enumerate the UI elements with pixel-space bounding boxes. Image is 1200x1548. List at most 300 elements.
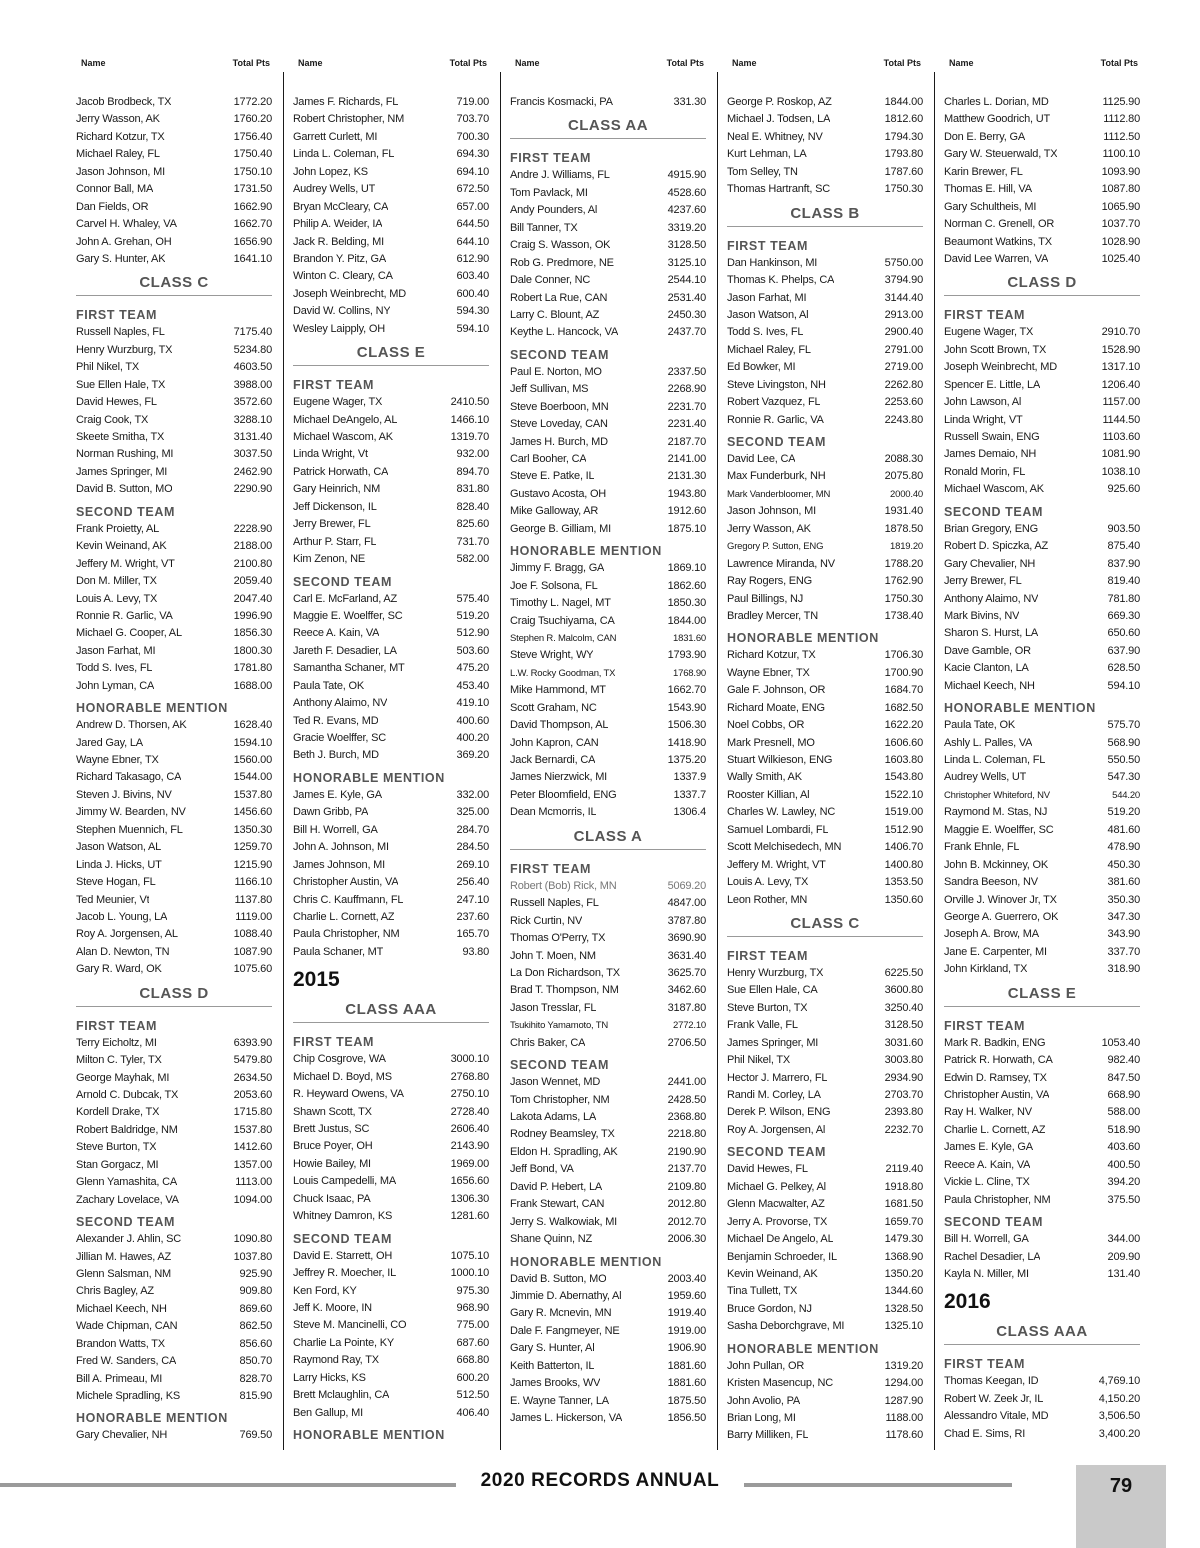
total-points: 1075.60: [233, 963, 272, 976]
total-points: 1750.30: [884, 183, 923, 196]
competitor-name: Ken Ford, KY: [293, 1284, 357, 1297]
competitor-name: George Mayhak, MI: [76, 1071, 170, 1084]
competitor-name: Frank Stewart, CAN: [510, 1198, 605, 1211]
competitor-name: Audrey Wells, UT: [293, 183, 376, 196]
competitor-name: Russell Naples, FL: [510, 897, 599, 910]
competitor-name: Michael J. Todsen, LA: [727, 113, 831, 126]
column-header: [293, 58, 489, 74]
team-heading: FIRST TEAM: [293, 378, 374, 393]
total-points: 2290.90: [233, 483, 272, 496]
total-points: 1850.30: [667, 597, 706, 610]
competitor-name: Chris Baker, CA: [510, 1036, 586, 1049]
record-row: [76, 556, 272, 573]
record-row: [510, 1410, 706, 1427]
competitor-name: Mark Bivins, NV: [944, 609, 1020, 622]
competitor-name: Mark Vanderbloomer, MN: [727, 488, 831, 500]
total-points: 1881.60: [667, 1359, 706, 1372]
competitor-name: Kayla N. Miller, MI: [944, 1267, 1029, 1280]
record-row: [76, 752, 272, 769]
record-row: [944, 678, 1140, 695]
competitor-name: Steve Loveday, CAN: [510, 418, 608, 431]
record-row: [510, 913, 706, 930]
record-row: [510, 1196, 706, 1213]
competitor-name: John B. Mckinney, OK: [944, 858, 1049, 871]
header-name: Name: [298, 58, 323, 68]
record-row: [510, 930, 706, 947]
record-row: [293, 199, 489, 216]
total-points: 2462.90: [233, 465, 272, 478]
competitor-name: Bryan McCleary, CA: [293, 200, 389, 213]
total-points: 909.80: [239, 1285, 272, 1298]
record-row: [510, 503, 706, 520]
competitor-name: Vickie L. Cline, TX: [944, 1176, 1030, 1189]
record-row: [76, 234, 272, 251]
record-row: [293, 412, 489, 429]
total-points: 1793.80: [884, 148, 923, 161]
competitor-name: R. Heyward Owens, VA: [293, 1088, 404, 1101]
year-heading: 2015: [293, 968, 340, 992]
total-points: 5069.20: [667, 879, 706, 892]
record-row: [293, 1173, 489, 1190]
record-row: [76, 129, 272, 146]
year-heading: 2016: [944, 1290, 991, 1314]
record-row: [293, 534, 489, 551]
competitor-name: Christopher Whiteford, NV: [944, 789, 1050, 801]
competitor-name: Kevin Weinand, AK: [76, 540, 167, 553]
total-points: 3128.50: [667, 239, 706, 252]
competitor-name: Frank Proietty, AL: [76, 522, 160, 535]
competitor-name: Charles L. Dorian, MD: [944, 96, 1049, 108]
competitor-name: Gary S. Hunter, AK: [76, 252, 166, 265]
record-row: [944, 1035, 1140, 1052]
total-points: 2268.90: [667, 383, 706, 396]
class-heading: CLASS AAA: [293, 995, 489, 1023]
competitor-name: E. Wayne Tanner, LA: [510, 1394, 609, 1407]
record-row: [510, 1074, 706, 1091]
total-points: 1738.40: [884, 609, 923, 622]
header-name: Name: [515, 58, 540, 68]
team-heading: FIRST TEAM: [510, 861, 591, 876]
record-row: [727, 1283, 923, 1300]
record-row: [293, 747, 489, 764]
record-row: [727, 591, 923, 608]
total-points: 5234.80: [233, 343, 272, 356]
footer-rule-left: [0, 1483, 456, 1487]
header-name: Name: [81, 58, 106, 68]
competitor-name: Gregory P. Sutton, ENG: [727, 541, 824, 553]
record-row: [944, 857, 1140, 874]
record-row: [293, 516, 489, 533]
total-points: 1819.20: [890, 541, 923, 553]
record-row: [76, 538, 272, 555]
total-points: 703.70: [456, 113, 489, 126]
record-row: [76, 164, 272, 181]
record-row: [510, 717, 706, 734]
total-points: 1844.00: [884, 96, 923, 108]
team-heading: FIRST TEAM: [727, 238, 808, 253]
record-row: [293, 1138, 489, 1155]
total-points: 2232.70: [884, 1123, 923, 1136]
competitor-name: Chad E. Sims, RI: [944, 1427, 1026, 1440]
record-row: [510, 752, 706, 769]
competitor-name: Joseph A. Brow, MA: [944, 928, 1039, 941]
total-points: 1456.60: [233, 806, 272, 819]
record-row: [76, 591, 272, 608]
record-row: [727, 359, 923, 376]
record-row: [944, 538, 1140, 555]
total-points: 1319.20: [884, 1359, 923, 1372]
total-points: 3003.80: [884, 1054, 923, 1067]
competitor-name: David B. Sutton, MO: [76, 483, 173, 496]
total-points: 694.10: [456, 165, 489, 178]
competitor-name: Robert (Bob) Rick, MN: [510, 879, 617, 892]
record-row: [293, 146, 489, 163]
competitor-name: Dave Gamble, OR: [944, 644, 1031, 657]
team-heading: SECOND TEAM: [293, 1231, 392, 1246]
competitor-name: Linda L. Coleman, FL: [944, 754, 1046, 766]
record-row: [76, 1371, 272, 1388]
record-row: [727, 735, 923, 752]
competitor-name: Ted R. Evans, MD: [293, 714, 379, 727]
record-row: [727, 129, 923, 146]
record-row: [510, 700, 706, 717]
total-points: 2119.40: [885, 1163, 923, 1176]
total-points: 1466.10: [450, 413, 489, 426]
competitor-name: Sasha Deborchgrave, MI: [727, 1320, 845, 1333]
competitor-name: Brian Long, MI: [727, 1412, 796, 1424]
competitor-name: Gary Heinrich, NM: [293, 483, 381, 496]
total-points: 5750.00: [884, 256, 923, 269]
total-points: 2243.80: [884, 413, 923, 426]
record-row: [727, 1052, 923, 1069]
competitor-name: Jerry Wasson, AK: [76, 113, 160, 126]
competitor-name: Alessandro Vitale, MD: [944, 1410, 1049, 1423]
competitor-name: Audrey Wells, UT: [944, 771, 1027, 784]
record-row: [727, 181, 923, 198]
total-points: 2634.50: [233, 1071, 272, 1084]
competitor-name: Henry Wurzburg, TX: [727, 966, 824, 979]
competitor-name: Michael Raley, FL: [727, 343, 811, 356]
total-points: 1906.90: [667, 1342, 706, 1355]
total-points: 247.10: [456, 893, 489, 906]
header-total-pts: Total Pts: [883, 58, 921, 68]
total-points: 2228.90: [233, 522, 272, 535]
total-points: 1075.10: [450, 1249, 489, 1262]
record-row: [510, 307, 706, 324]
competitor-name: David Hewes, FL: [76, 396, 157, 409]
total-points: 4603.50: [233, 361, 272, 374]
competitor-name: Rick Curtin, NV: [510, 914, 583, 927]
competitor-name: Gracie Woelffer, SC: [293, 732, 386, 744]
competitor-name: Wade Chipman, CAN: [76, 1320, 178, 1333]
record-row: [510, 982, 706, 999]
record-row: [727, 1070, 923, 1087]
total-points: 819.40: [1107, 575, 1140, 588]
record-row: [510, 1288, 706, 1305]
record-row: [727, 1161, 923, 1178]
record-row: [727, 700, 923, 717]
competitor-name: Kristen Masencup, NC: [727, 1377, 834, 1390]
record-row: [727, 1318, 923, 1335]
column-header: [76, 58, 272, 74]
record-row: [510, 965, 706, 982]
record-row: [293, 429, 489, 446]
record-row: [510, 1144, 706, 1161]
team-heading: FIRST TEAM: [76, 1018, 157, 1033]
competitor-name: Paul Billings, NJ: [727, 592, 804, 605]
record-row: [76, 94, 272, 111]
record-row: [76, 1192, 272, 1209]
total-points: 2053.60: [233, 1089, 272, 1101]
total-points: 1756.40: [233, 130, 272, 143]
competitor-name: Eugene Wager, TX: [293, 396, 383, 409]
total-points: 1087.80: [1101, 183, 1140, 196]
total-points: 1119.00: [235, 910, 272, 923]
total-points: 1969.00: [450, 1157, 489, 1170]
record-row: [76, 944, 272, 961]
record-row: [727, 412, 923, 429]
competitor-name: Wally Smith, AK: [727, 771, 802, 784]
total-points: 982.40: [1107, 1054, 1140, 1067]
total-points: 544.20: [1112, 789, 1140, 801]
competitor-name: Reece A. Kain, VA: [293, 627, 380, 640]
competitor-name: L.W. Rocky Goodman, TX: [510, 667, 616, 679]
records-columns: [76, 58, 1142, 1458]
record-row: [510, 202, 706, 219]
competitor-name: Glenn Salsman, NM: [76, 1267, 172, 1280]
total-points: 719.00: [456, 96, 489, 108]
competitor-name: Stephen Muennich, FL: [76, 823, 183, 836]
record-row: [944, 1174, 1140, 1191]
record-row: [293, 804, 489, 821]
team-heading: FIRST TEAM: [944, 1357, 1025, 1372]
record-row: [727, 324, 923, 341]
total-points: 2337.50: [667, 365, 706, 378]
competitor-name: Alan D. Newton, TN: [76, 945, 170, 958]
competitor-name: Joseph Weinbrecht, MD: [944, 361, 1057, 374]
competitor-name: John T. Moen, NM: [510, 949, 596, 962]
record-row: [293, 1121, 489, 1138]
competitor-name: James Nierzwick, MI: [510, 771, 608, 784]
record-row: [944, 926, 1140, 943]
total-points: 1157.00: [1102, 396, 1140, 409]
record-row: [727, 857, 923, 874]
competitor-name: Gustavo Acosta, OH: [510, 487, 607, 500]
record-row: [510, 220, 706, 237]
competitor-name: Louis A. Levy, TX: [76, 592, 158, 605]
total-points: 1781.80: [233, 662, 272, 675]
competitor-name: Andre J. Williams, FL: [510, 169, 610, 182]
competitor-name: Steve Wright, WY: [510, 649, 594, 662]
competitor-name: Michele Spradling, KS: [76, 1390, 181, 1402]
competitor-name: Patrick R. Horwath, CA: [944, 1054, 1053, 1067]
team-heading: FIRST TEAM: [510, 151, 591, 166]
column-header: [944, 58, 1140, 74]
header-total-pts: Total Pts: [449, 58, 487, 68]
class-heading: CLASS E: [293, 338, 489, 366]
record-row: [727, 164, 923, 181]
competitor-name: Jeffrey R. Moecher, IL: [293, 1267, 397, 1280]
total-points: 1918.80: [884, 1180, 923, 1193]
competitor-name: James E. Kyle, GA: [944, 1141, 1033, 1154]
record-row: [727, 874, 923, 891]
total-points: 547.30: [1107, 771, 1140, 784]
total-points: 1081.90: [1101, 448, 1140, 461]
total-points: 1603.80: [884, 754, 923, 766]
total-points: 1793.90: [667, 649, 706, 662]
record-row: [944, 1070, 1140, 1087]
total-points: 1103.60: [1102, 431, 1140, 443]
total-points: 925.90: [239, 1267, 272, 1280]
total-points: 1188.00: [885, 1412, 923, 1424]
total-points: 2190.90: [667, 1145, 706, 1158]
total-points: 1000.10: [450, 1267, 489, 1280]
total-points: 403.60: [1107, 1141, 1140, 1154]
record-row: [727, 752, 923, 769]
record-row: [293, 129, 489, 146]
record-row: [944, 521, 1140, 538]
record-row: [293, 1335, 489, 1352]
competitor-name: Thomas K. Phelps, CA: [727, 274, 835, 287]
competitor-name: Michael Keech, NH: [76, 1302, 167, 1315]
record-row: [76, 660, 272, 677]
competitor-name: Tina Tullett, TX: [727, 1285, 798, 1298]
total-points: 400.50: [1107, 1158, 1140, 1171]
record-row: [510, 272, 706, 289]
total-points: 2728.40: [450, 1105, 489, 1118]
record-row: [76, 1301, 272, 1318]
total-points: 1125.90: [1102, 96, 1140, 108]
competitor-name: Paula Christopher, NM: [293, 928, 400, 941]
record-row: [944, 839, 1140, 856]
record-row: [293, 643, 489, 660]
competitor-name: David Thompson, AL: [510, 719, 609, 732]
competitor-name: Richard Kotzur, TX: [76, 130, 165, 143]
competitor-name: Richard Takasago, CA: [76, 771, 182, 784]
record-row: [76, 1336, 272, 1353]
record-row: [76, 1353, 272, 1370]
competitor-name: Sue Ellen Hale, CA: [727, 984, 818, 997]
competitor-name: Linda J. Hicks, UT: [76, 858, 162, 871]
total-points: 1750.10: [233, 165, 272, 178]
record-row: [944, 1104, 1140, 1121]
record-row: [293, 1191, 489, 1208]
competitor-name: Fred W. Sanders, CA: [76, 1355, 177, 1368]
total-points: 1869.10: [667, 562, 706, 575]
competitor-name: Mark R. Badkin, ENG: [944, 1036, 1046, 1049]
total-points: 3988.00: [233, 378, 272, 391]
total-points: 2100.80: [233, 557, 272, 570]
competitor-name: Noel Cobbs, OR: [727, 719, 805, 732]
record-row: [510, 521, 706, 538]
competitor-name: Anthony Alaimo, NV: [293, 697, 388, 710]
competitor-name: Paula Tate, OK: [293, 679, 364, 692]
record-row: [510, 1092, 706, 1109]
total-points: 3631.40: [667, 949, 706, 962]
total-points: 1943.80: [667, 487, 706, 500]
total-points: 2393.80: [884, 1106, 923, 1119]
total-points: 2791.00: [884, 343, 923, 356]
competitor-name: Brandon Y. Pitz, GA: [293, 252, 387, 265]
total-points: 1418.90: [667, 736, 706, 749]
total-points: 628.50: [1107, 662, 1140, 675]
competitor-name: Patrick Horwath, CA: [293, 465, 389, 478]
record-row: [510, 416, 706, 433]
record-row: [76, 412, 272, 429]
record-row: [76, 961, 272, 978]
record-row: [293, 499, 489, 516]
total-points: 318.90: [1107, 963, 1140, 976]
total-points: 519.20: [1107, 806, 1140, 819]
total-points: 419.10: [456, 697, 489, 710]
total-points: 1750.30: [884, 592, 923, 605]
total-points: 932.00: [456, 448, 489, 461]
record-row: [76, 359, 272, 376]
record-row: [727, 307, 923, 324]
total-points: 1537.80: [233, 1123, 272, 1136]
record-row: [510, 560, 706, 577]
competitor-name: Richard Kotzur, TX: [727, 649, 816, 662]
total-points: 1512.90: [884, 823, 923, 836]
competitor-name: James F. Richards, FL: [293, 96, 399, 108]
total-points: 575.40: [456, 592, 489, 605]
record-row: [727, 769, 923, 786]
record-row: [293, 1405, 489, 1422]
record-row: [76, 787, 272, 804]
total-points: 862.50: [239, 1320, 272, 1333]
competitor-name: Roy A. Jorgensen, Al: [727, 1123, 826, 1136]
record-row: [944, 324, 1140, 341]
record-row: [510, 1161, 706, 1178]
record-row: [76, 1266, 272, 1283]
competitor-name: Steve Burton, TX: [76, 1141, 157, 1154]
competitor-name: Bill A. Primeau, MI: [76, 1372, 163, 1385]
total-points: 1537.80: [233, 788, 272, 801]
record-row: [293, 321, 489, 338]
total-points: 1337.9: [673, 771, 706, 784]
record-row: [727, 717, 923, 734]
total-points: 1662.90: [233, 200, 272, 213]
team-heading: HONORABLE MENTION: [510, 544, 662, 559]
competitor-name: Robert W. Zeek Jr, IL: [944, 1392, 1044, 1405]
total-points: 394.20: [1107, 1176, 1140, 1189]
record-row: [510, 647, 706, 664]
competitor-name: Charlie L. Cornett, AZ: [293, 910, 395, 923]
record-row: [293, 1248, 489, 1265]
record-row: [293, 1300, 489, 1317]
competitor-name: Ashly L. Palles, VA: [944, 736, 1033, 749]
total-points: 1684.70: [884, 684, 923, 697]
total-points: 1606.60: [884, 736, 923, 749]
record-row: [727, 1017, 923, 1034]
record-row: [944, 1087, 1140, 1104]
record-row: [727, 94, 923, 111]
total-points: 3794.90: [884, 274, 923, 287]
total-points: 2900.40: [884, 326, 923, 339]
total-points: 3690.90: [667, 932, 706, 945]
competitor-name: Rooster Killian, Al: [727, 788, 810, 801]
record-row: [510, 735, 706, 752]
record-row: [76, 199, 272, 216]
record-row: [510, 613, 706, 630]
total-points: 3037.50: [233, 448, 272, 461]
record-row: [727, 1122, 923, 1139]
competitor-name: John A. Grehan, OH: [76, 235, 172, 248]
competitor-name: James Springer, MI: [727, 1036, 819, 1049]
total-points: 1528.90: [1101, 343, 1140, 356]
total-points: 2934.90: [884, 1071, 923, 1084]
competitor-name: Charles W. Lawley, NC: [727, 806, 836, 819]
